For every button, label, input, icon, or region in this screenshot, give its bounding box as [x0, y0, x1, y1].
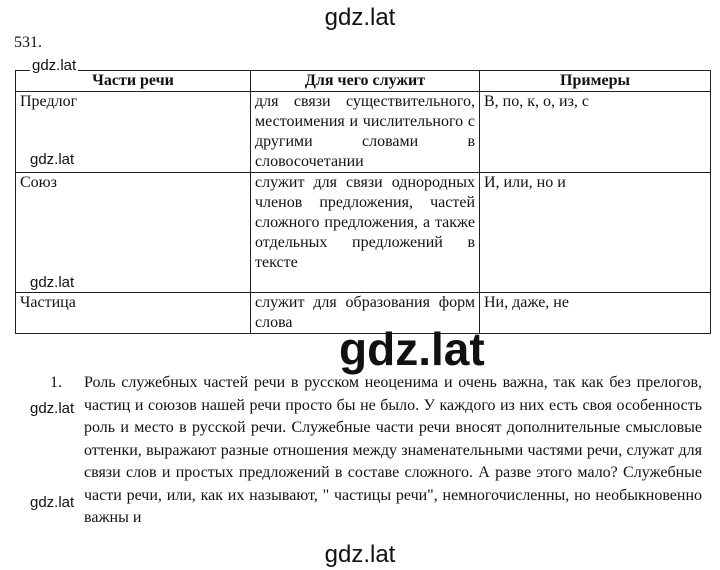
cell-examples: И, или, но и [480, 173, 711, 293]
watermark-table-header: gdz.lat [32, 57, 77, 74]
cell-part: Предлог [16, 92, 251, 173]
cell-purpose: для связи существительного, местоимения и числительного с другими словами в словосочетании [251, 92, 480, 173]
table-row [16, 92, 711, 173]
watermark-top: gdz.lat [324, 4, 396, 31]
cell-purpose: служит для связи однородных членов предложения, частей сложного предложения, а также отдельных предложений в тексте [251, 173, 480, 293]
header-examples: Примеры [480, 71, 711, 92]
watermark-paragraph-2: gdz.lat [30, 494, 75, 511]
header-purpose: Для чего служит [251, 71, 480, 92]
parts-of-speech-table [15, 70, 711, 334]
cell-part: Частица [16, 293, 251, 334]
table-row [16, 173, 711, 293]
cell-examples: Ни, даже, не [480, 293, 711, 334]
cell-examples: В, по, к, о, из, с [480, 92, 711, 173]
watermark-center: gdz.lat [339, 323, 485, 375]
watermark-row-2: gdz.lat [30, 274, 75, 291]
watermark-paragraph-1: gdz.lat [30, 400, 75, 417]
header-parts-of-speech: Части речи [16, 71, 251, 92]
table-header-row [16, 71, 711, 92]
cell-part: Союз [16, 173, 251, 293]
paragraph-text: Роль служебных частей речи в русском неоценима и очень важна, так как без прелогов, частиц и союзов нашей речи просто бы не было. У каждого из них есть своя особенность роль и место в русской речи. Служебные части речи вносят дополнительные смысловые оттенки, выражают разные отношения между знаменательными частями речи, служат для связи слов и простых предложений в составе сложного. А разве этого мало? Служебные части речи, или, как их называют, " частицы речи", немногочисленны, но необыкновенно важны и [84, 374, 702, 526]
paragraph-number: 1. [50, 374, 62, 391]
watermark-bottom: gdz.lat [324, 541, 396, 568]
watermark-row-1: gdz.lat [30, 151, 75, 168]
parts-of-speech-table-wrapper [15, 70, 711, 334]
cell-purpose: служит для образования форм слова [251, 293, 480, 334]
task-number: 531. [14, 34, 42, 51]
